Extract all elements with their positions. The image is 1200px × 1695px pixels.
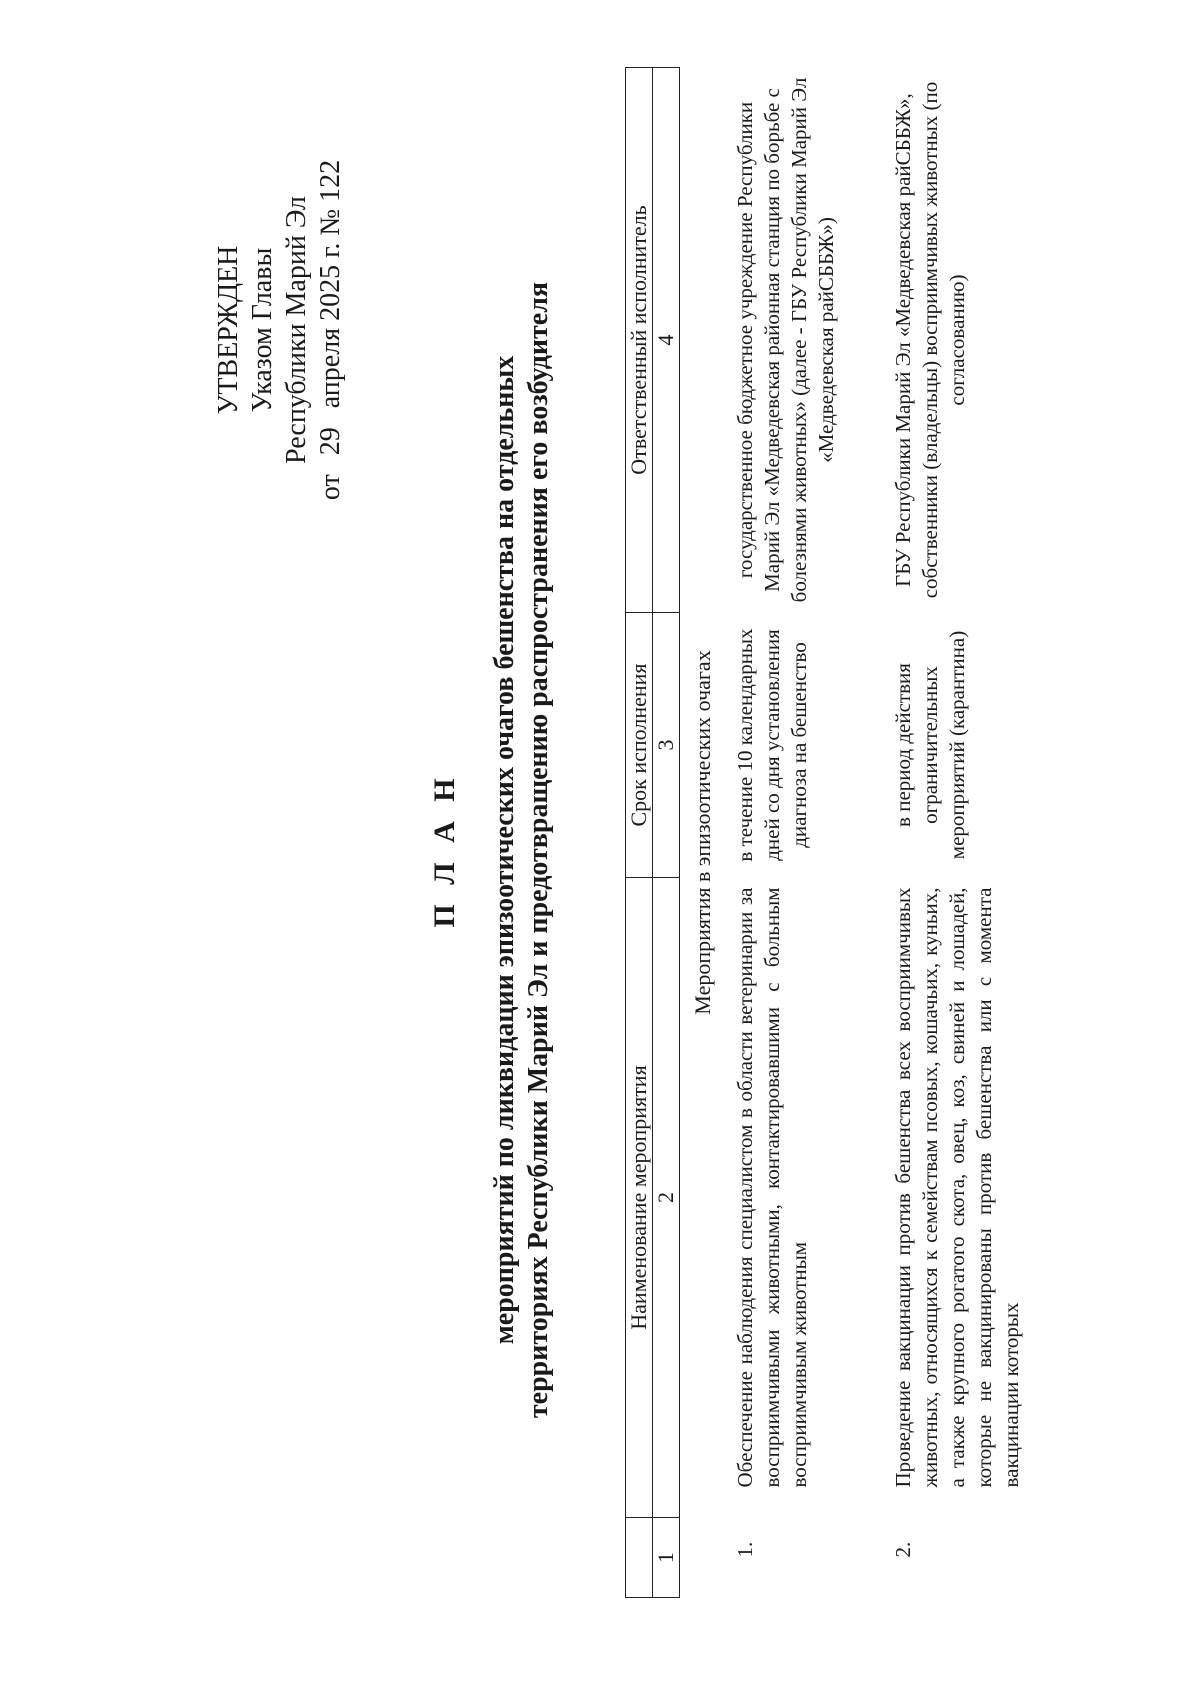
section-row bbox=[680, 68, 731, 1598]
table-header-row bbox=[626, 68, 653, 1598]
approval-status: УТВЕРЖДЕН bbox=[213, 245, 244, 415]
approval-date bbox=[314, 60, 348, 600]
document-page bbox=[40, 50, 1140, 1650]
plan-subtitle-line-2: территориях Республики Марий Эл и предотвращению распространения его возбудителя bbox=[523, 281, 554, 1419]
row-activity-name: Проведение вакцинации против бешенства всех восприимчивых животных, относящихся к семействам псовых, кошачьих, куньих, а также крупного рогатого скота, овец, коз, свиней и лошадей, которые не вакцинированы против бешенства или с момента вакцинации которых bbox=[891, 887, 1023, 1488]
header-col-term: Срок исполнения bbox=[626, 613, 653, 878]
row-term: в течение 10 календарных дней со дня установления диагноза на бешенство bbox=[733, 628, 811, 862]
approval-date-prefix: от bbox=[315, 474, 346, 501]
row-responsible: государственное бюджетное учреждение Республики Марий Эл «Медведевская районная станция по борьбе с болезнями животных» (далее - ГБУ Республики Марий Эл «Медведевская райСББЖ») bbox=[733, 77, 838, 603]
plan-table-wrapper bbox=[625, 68, 1026, 1598]
approval-date-day: 29 bbox=[315, 427, 346, 456]
plan-subtitle-line-1: мероприятий по ликвидации эпизоотических очагов бешенства на отдельных bbox=[489, 355, 520, 1345]
header-col-responsible: Ответственный исполнитель bbox=[626, 68, 653, 613]
column-number-2: 2 bbox=[653, 878, 680, 1518]
row-number: 2. bbox=[891, 1541, 915, 1558]
row-term: в период действия ограничительных мероприятий (карантина) bbox=[891, 630, 969, 860]
approval-authority: Указом Главы bbox=[247, 247, 278, 413]
row-responsible: ГБУ Республики Марий Эл «Медведевская райСББЖ», собственники (владельцы) восприимчивых животных (по согласованию) bbox=[891, 81, 969, 599]
header-col-name: Наименование мероприятия bbox=[626, 878, 653, 1518]
table-row bbox=[730, 68, 842, 1598]
plan-table bbox=[625, 67, 1026, 1598]
approval-block bbox=[212, 60, 348, 600]
header-col-number bbox=[626, 1518, 653, 1598]
row-activity-name: Обеспечение наблюдения специалистом в области ветеринарии за восприимчивыми животными, контактировавшими с больным восприимчивым животным bbox=[733, 887, 811, 1488]
plan-title: П Л А Н bbox=[428, 772, 461, 928]
table-numbering-row bbox=[653, 68, 680, 1598]
section-title: Мероприятия в эпизоотических очагах bbox=[690, 650, 715, 1015]
column-number-4: 4 bbox=[653, 68, 680, 613]
approval-date-rest: апреля 2025 г. № 122 bbox=[315, 159, 346, 409]
plan-subtitle bbox=[488, 150, 556, 1550]
row-number: 1. bbox=[733, 1541, 757, 1558]
approval-region: Республики Марий Эл bbox=[281, 196, 312, 464]
column-number-1: 1 bbox=[653, 1518, 680, 1598]
column-number-3: 3 bbox=[653, 613, 680, 878]
table-row bbox=[842, 68, 1026, 1598]
